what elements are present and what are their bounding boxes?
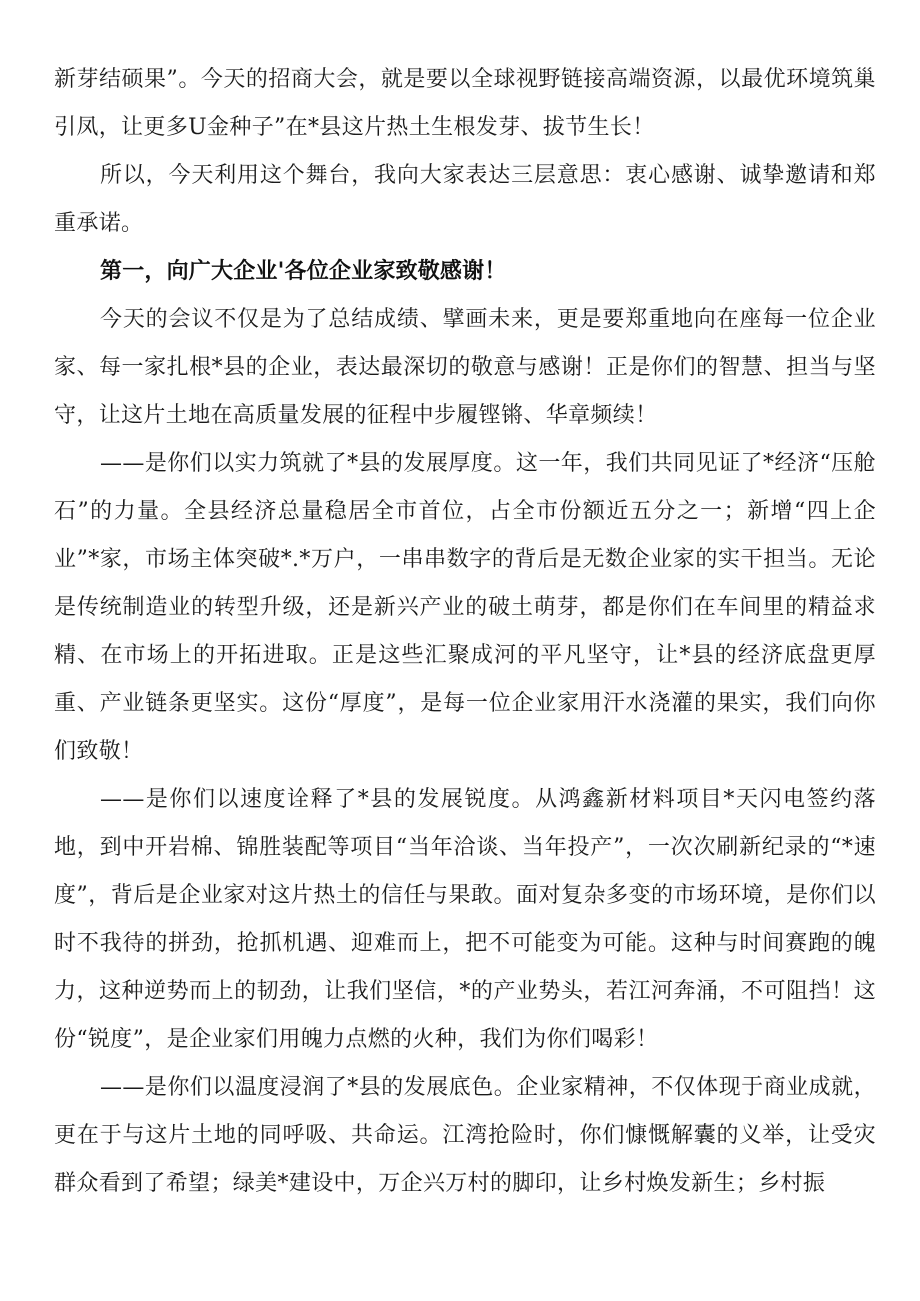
paragraph-gratitude: 今天的会议不仅是为了总结成绩、擘画未来，更是要郑重地向在座每一位企业家、每一家扎根*县的企业，表达最深切的敬意与感谢！正是你们的智慧、担当与坚守，让这片土地在高质量发展的征程中步履铿锵、华章频续！ [54, 307, 876, 428]
paragraph-development-sharpness: ——是你们以速度诠释了*县的发展锐度。从鸿鑫新材料项目*天闪电签约落地，到中开岩棉、锦胜装配等项目“当年洽谈、当年投产”，一次次刷新纪录的“*速度”，背后是企业家对这片热土的信任与果敢。面对复杂多变的市场环境，是你们以时不我待的拼劲，抢抓机遇、迎难而上，把不可能变为可能。这种与时间赛跑的魄力，这种逆势而上的韧劲，让我们坚信，*的产业势头，若江河奔涌，不可阻挡！这份“锐度”，是企业家们用魄力点燃的火种，我们为你们喝彩！ [54, 787, 876, 1052]
section-heading-first: 第一，向广大企业'各位企业家致敬感谢！ [100, 259, 507, 284]
paragraph-three-messages: 所以，今天利用这个舞台，我向大家表达三层意思：衷心感谢、诚挚邀请和郑重承诺。 [54, 163, 876, 236]
paragraph-development-thickness: ——是你们以实力筑就了*县的发展厚度。这一年，我们共同见证了*经济“压舱石”的力量。全县经济总量稳居全市首位，占全市份额近五分之一；新增“四上企业”*家，市场主体突破*.*万户，一串串数字的背后是无数企业家的实干担当。无论是传统制造业的转型升级，还是新兴产业的破土萌芽，都是你们在车间里的精益求精、在市场上的开拓进取。正是这些汇聚成河的平凡坚守，让*县的经济底盘更厚重、产业链条更坚实。这份“厚度”，是每一位企业家用汗水浇灌的果实，我们向你们致敬！ [54, 451, 876, 764]
document-body [54, 56, 876, 1208]
paragraph-continued-intro: 新芽结硕果”。今天的招商大会，就是要以全球视野链接高端资源，以最优环境筑巢引凤，让更多U金种子”在*县这片热土生根发芽、拔节生长！ [54, 67, 876, 140]
paragraph-development-warmth: ——是你们以温度浸润了*县的发展底色。企业家精神，不仅体现于商业成就，更在于与这片土地的同呼吸、共命运。江湾抢险时，你们慷慨解囊的义举，让受灾群众看到了希望；绿美*建设中，万企兴万村的脚印，让乡村焕发新生；乡村振 [54, 1075, 876, 1196]
